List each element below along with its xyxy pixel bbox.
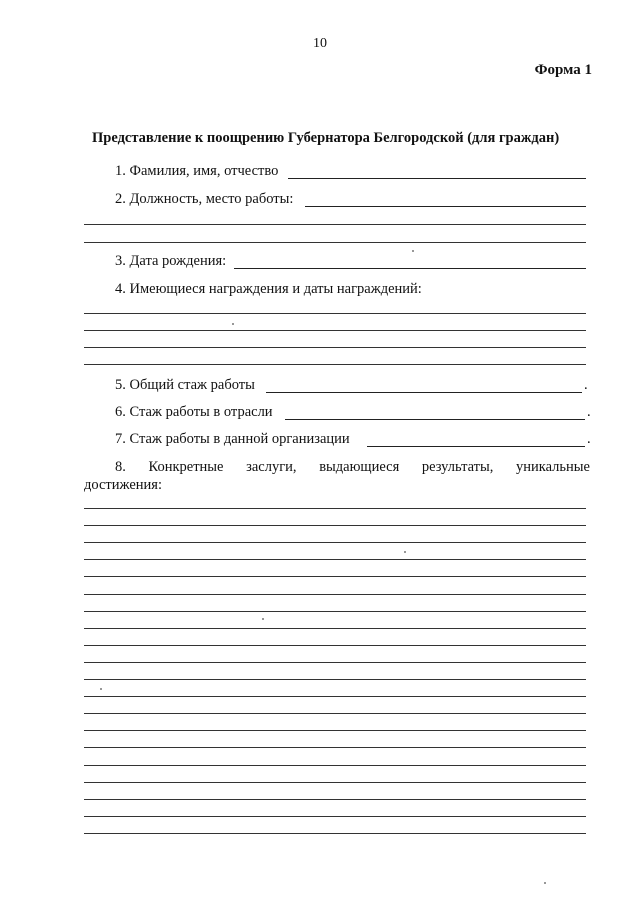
field-awards-label: 4. Имеющиеся награждения и даты награждений: (115, 281, 422, 297)
field-industry-experience-dot: . (587, 404, 591, 420)
achievements-word: заслуги, (246, 459, 297, 475)
achievements-line[interactable] (84, 765, 586, 766)
achievements-line[interactable] (84, 611, 586, 612)
field-full-name-input-line[interactable] (288, 178, 586, 179)
scan-speck (412, 250, 414, 252)
field-birth-date (0, 253, 640, 273)
field-birth-date-input-line[interactable] (234, 268, 586, 269)
field-total-experience (0, 377, 640, 397)
field-industry-experience-input-line[interactable] (285, 419, 585, 420)
field-full-name (0, 163, 640, 183)
achievements-word: Конкретные (148, 459, 224, 475)
achievements-line[interactable] (84, 782, 586, 783)
achievements-line[interactable] (84, 713, 586, 714)
achievements-word: уникальные (516, 459, 590, 475)
achievements-word: 8. (115, 459, 126, 475)
scan-speck (232, 323, 234, 325)
achievements-line[interactable] (84, 628, 586, 629)
document-title: Представление к поощрению Губернатора Белгородской (для граждан) (92, 130, 560, 146)
field-full-name-label: 1. Фамилия, имя, отчество (115, 163, 279, 179)
achievements-line[interactable] (84, 747, 586, 748)
achievements-line[interactable] (84, 559, 586, 560)
field-total-experience-dot: . (584, 377, 588, 393)
achievements-line[interactable] (84, 662, 586, 663)
achievements-line[interactable] (84, 730, 586, 731)
achievements-line[interactable] (84, 816, 586, 817)
field-industry-experience-label: 6. Стаж работы в отрасли (115, 404, 273, 420)
scan-speck (262, 618, 264, 620)
scan-speck (544, 882, 546, 884)
field-organization-experience-label: 7. Стаж работы в данной организации (115, 431, 350, 447)
field-organization-experience-input-line[interactable] (367, 446, 585, 447)
scan-speck (100, 688, 102, 690)
achievements-label-line-2: достижения: (84, 477, 163, 493)
field-total-experience-input-line[interactable] (266, 392, 582, 393)
awards-line-1[interactable] (84, 313, 586, 314)
position-extra-line-1[interactable] (84, 224, 586, 225)
achievements-line[interactable] (84, 542, 586, 543)
field-position (0, 191, 640, 211)
achievements-line[interactable] (84, 525, 586, 526)
achievements-line[interactable] (84, 645, 586, 646)
awards-line-4[interactable] (84, 364, 586, 365)
field-achievements (84, 458, 590, 494)
field-birth-date-label: 3. Дата рождения: (115, 253, 227, 269)
field-position-label: 2. Должность, место работы: (115, 191, 294, 207)
form-label: Форма 1 (534, 62, 592, 78)
achievements-line[interactable] (84, 833, 586, 834)
achievements-line[interactable] (84, 679, 586, 680)
achievements-line[interactable] (84, 594, 586, 595)
page-number: 10 (313, 36, 327, 51)
awards-line-3[interactable] (84, 347, 586, 348)
awards-line-2[interactable] (84, 330, 586, 331)
achievements-label-line-1 (84, 458, 590, 476)
field-total-experience-label: 5. Общий стаж работы (115, 377, 255, 393)
field-industry-experience (0, 404, 640, 424)
field-awards (0, 281, 640, 301)
achievements-line[interactable] (84, 696, 586, 697)
achievements-line[interactable] (84, 799, 586, 800)
achievements-line[interactable] (84, 508, 586, 509)
scan-speck (404, 551, 406, 553)
field-position-input-line[interactable] (305, 206, 586, 207)
achievements-word: выдающиеся (319, 459, 400, 475)
position-extra-line-2[interactable] (84, 242, 586, 243)
field-organization-experience (0, 431, 640, 451)
achievements-word: результаты, (421, 459, 494, 475)
field-organization-experience-dot: . (587, 431, 591, 447)
achievements-line[interactable] (84, 576, 586, 577)
